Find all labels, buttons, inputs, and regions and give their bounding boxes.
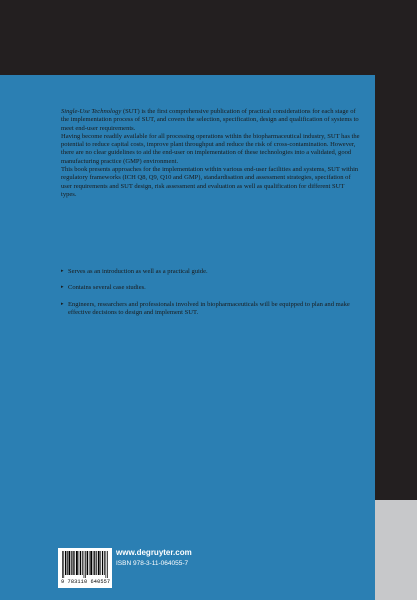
bullet-triangle-icon: ▸ [61, 269, 64, 274]
book-title-italic: Single-Use Technology [61, 108, 122, 115]
right-dark-strip [375, 75, 417, 500]
bullet-item [61, 268, 361, 276]
publisher-info [116, 548, 192, 567]
description-paragraph-1 [61, 108, 361, 133]
bullet-text: Contains several case studies. [68, 284, 146, 292]
description-paragraph-2: Having become readily available for all processing operations within the biopharmaceutical industry, SUT has the potential to reduce capital costs, improve plant throughput and reduce the risk of cross-contamination. However, there are no clear guidelines to aid the end-user on implementation of these technologies into a validated, good manufacturing practice (GMP) environment. [61, 132, 360, 165]
feature-bullet-list [61, 268, 361, 325]
barcode-digits: 9 783110 640557 [61, 579, 111, 585]
bullet-triangle-icon: ▸ [61, 301, 64, 307]
bullet-item [61, 284, 361, 292]
right-gray-strip [375, 500, 417, 600]
bullet-triangle-icon: ▸ [61, 285, 64, 291]
isbn-barcode [58, 548, 112, 588]
barcode-bars [61, 551, 109, 578]
bullet-text: Engineers, researchers and professionals involved in biopharmaceuticals will be equipped to plan and make effective decisions to design and implement SUT. [68, 300, 350, 316]
isbn-text: ISBN 978-3-11-064055-7 [116, 560, 189, 567]
publisher-url[interactable]: www.degruyter.com [116, 548, 192, 557]
bullet-text: Serves as an introduction as well as a practical guide. [68, 268, 208, 275]
bullet-item [61, 301, 361, 318]
description-paragraph-3: This book presents approaches for the implementation within various end-user facilities and systems, SUT within regulatory frameworks (ICH Q8, Q9, Q10 and GMP), standardisation and assessment strategies, specifation of user requirements and SUT design, risk assessment and evaluation as well as qualification for different SUT types. [61, 166, 359, 198]
description-paragraph-1-text: (SUT) is the first comprehensive publication of practical considerations for each stage of the implementation process of SUT, and covers the selection, specification, design and qualification of systems to meet end-user requirements. [61, 108, 359, 132]
top-dark-band [0, 0, 417, 75]
book-description [61, 108, 361, 199]
